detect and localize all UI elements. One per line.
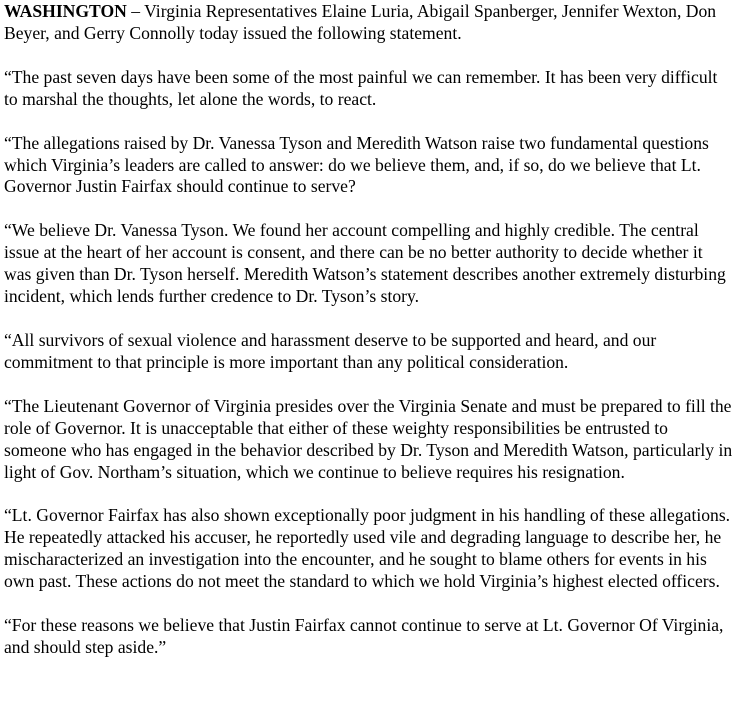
statement-paragraph-2: “The allegations raised by Dr. Vanessa Tyson and Meredith Watson raise two fundamental questions which Virginia’s leaders are called to answer: do we believe them, and, if so, do we believe that Lt. Governor Justin Fairfax should continue to serve? — [4, 132, 709, 197]
statement-paragraph-1: “The past seven days have been some of the most painful we can remember. It has been very difficult to marshal the thoughts, let alone the words, to react. — [4, 66, 718, 109]
statement-paragraph-4: “All survivors of sexual violence and harassment deserve to be supported and heard, and our commitment to that principle is more important than any political consideration. — [4, 329, 657, 372]
statement-paragraph-7: “For these reasons we believe that Justin Fairfax cannot continue to serve at Lt. Governor Of Virginia, and should step aside.” — [4, 615, 724, 657]
statement-intro-paragraph — [4, 1, 733, 45]
statement-paragraph-6: “Lt. Governor Fairfax has also shown exceptionally poor judgment in his handling of these allegations. He repeatedly attacked his accuser, he reportedly used vile and degrading language to describe her, he mischaracterized an investigation into the encounter, and he sought to blame others for events in his own past. These actions do not meet the standard to which we hold Virginia’s highest elected officers. — [4, 505, 731, 592]
statement-paragraph-3: “We believe Dr. Vanessa Tyson. We found her account compelling and highly credible. The central issue at the heart of her account is consent, and there can be no better authority to decide whether it was given than Dr. Tyson herself. Meredith Watson’s statement describes another extremely disturbing incident, which lends further credence to Dr. Tyson’s story. — [4, 220, 726, 307]
statement-paragraph-5: “The Lieutenant Governor of Virginia presides over the Virginia Senate and must be prepared to fill the role of Governor. It is unacceptable that either of these weighty responsibilities be entrusted to someone who has engaged in the behavior described by Dr. Tyson and Meredith Watson, particularly in light of Gov. Northam’s situation, which we continue to believe requires his resignation. — [4, 395, 733, 482]
dateline: WASHINGTON — [4, 1, 127, 21]
intro-text: – Virginia Representatives Elaine Luria, Abigail Spanberger, Jennifer Wexton, Don Beyer, and Gerry Connolly today issued the following statement. — [4, 1, 717, 43]
